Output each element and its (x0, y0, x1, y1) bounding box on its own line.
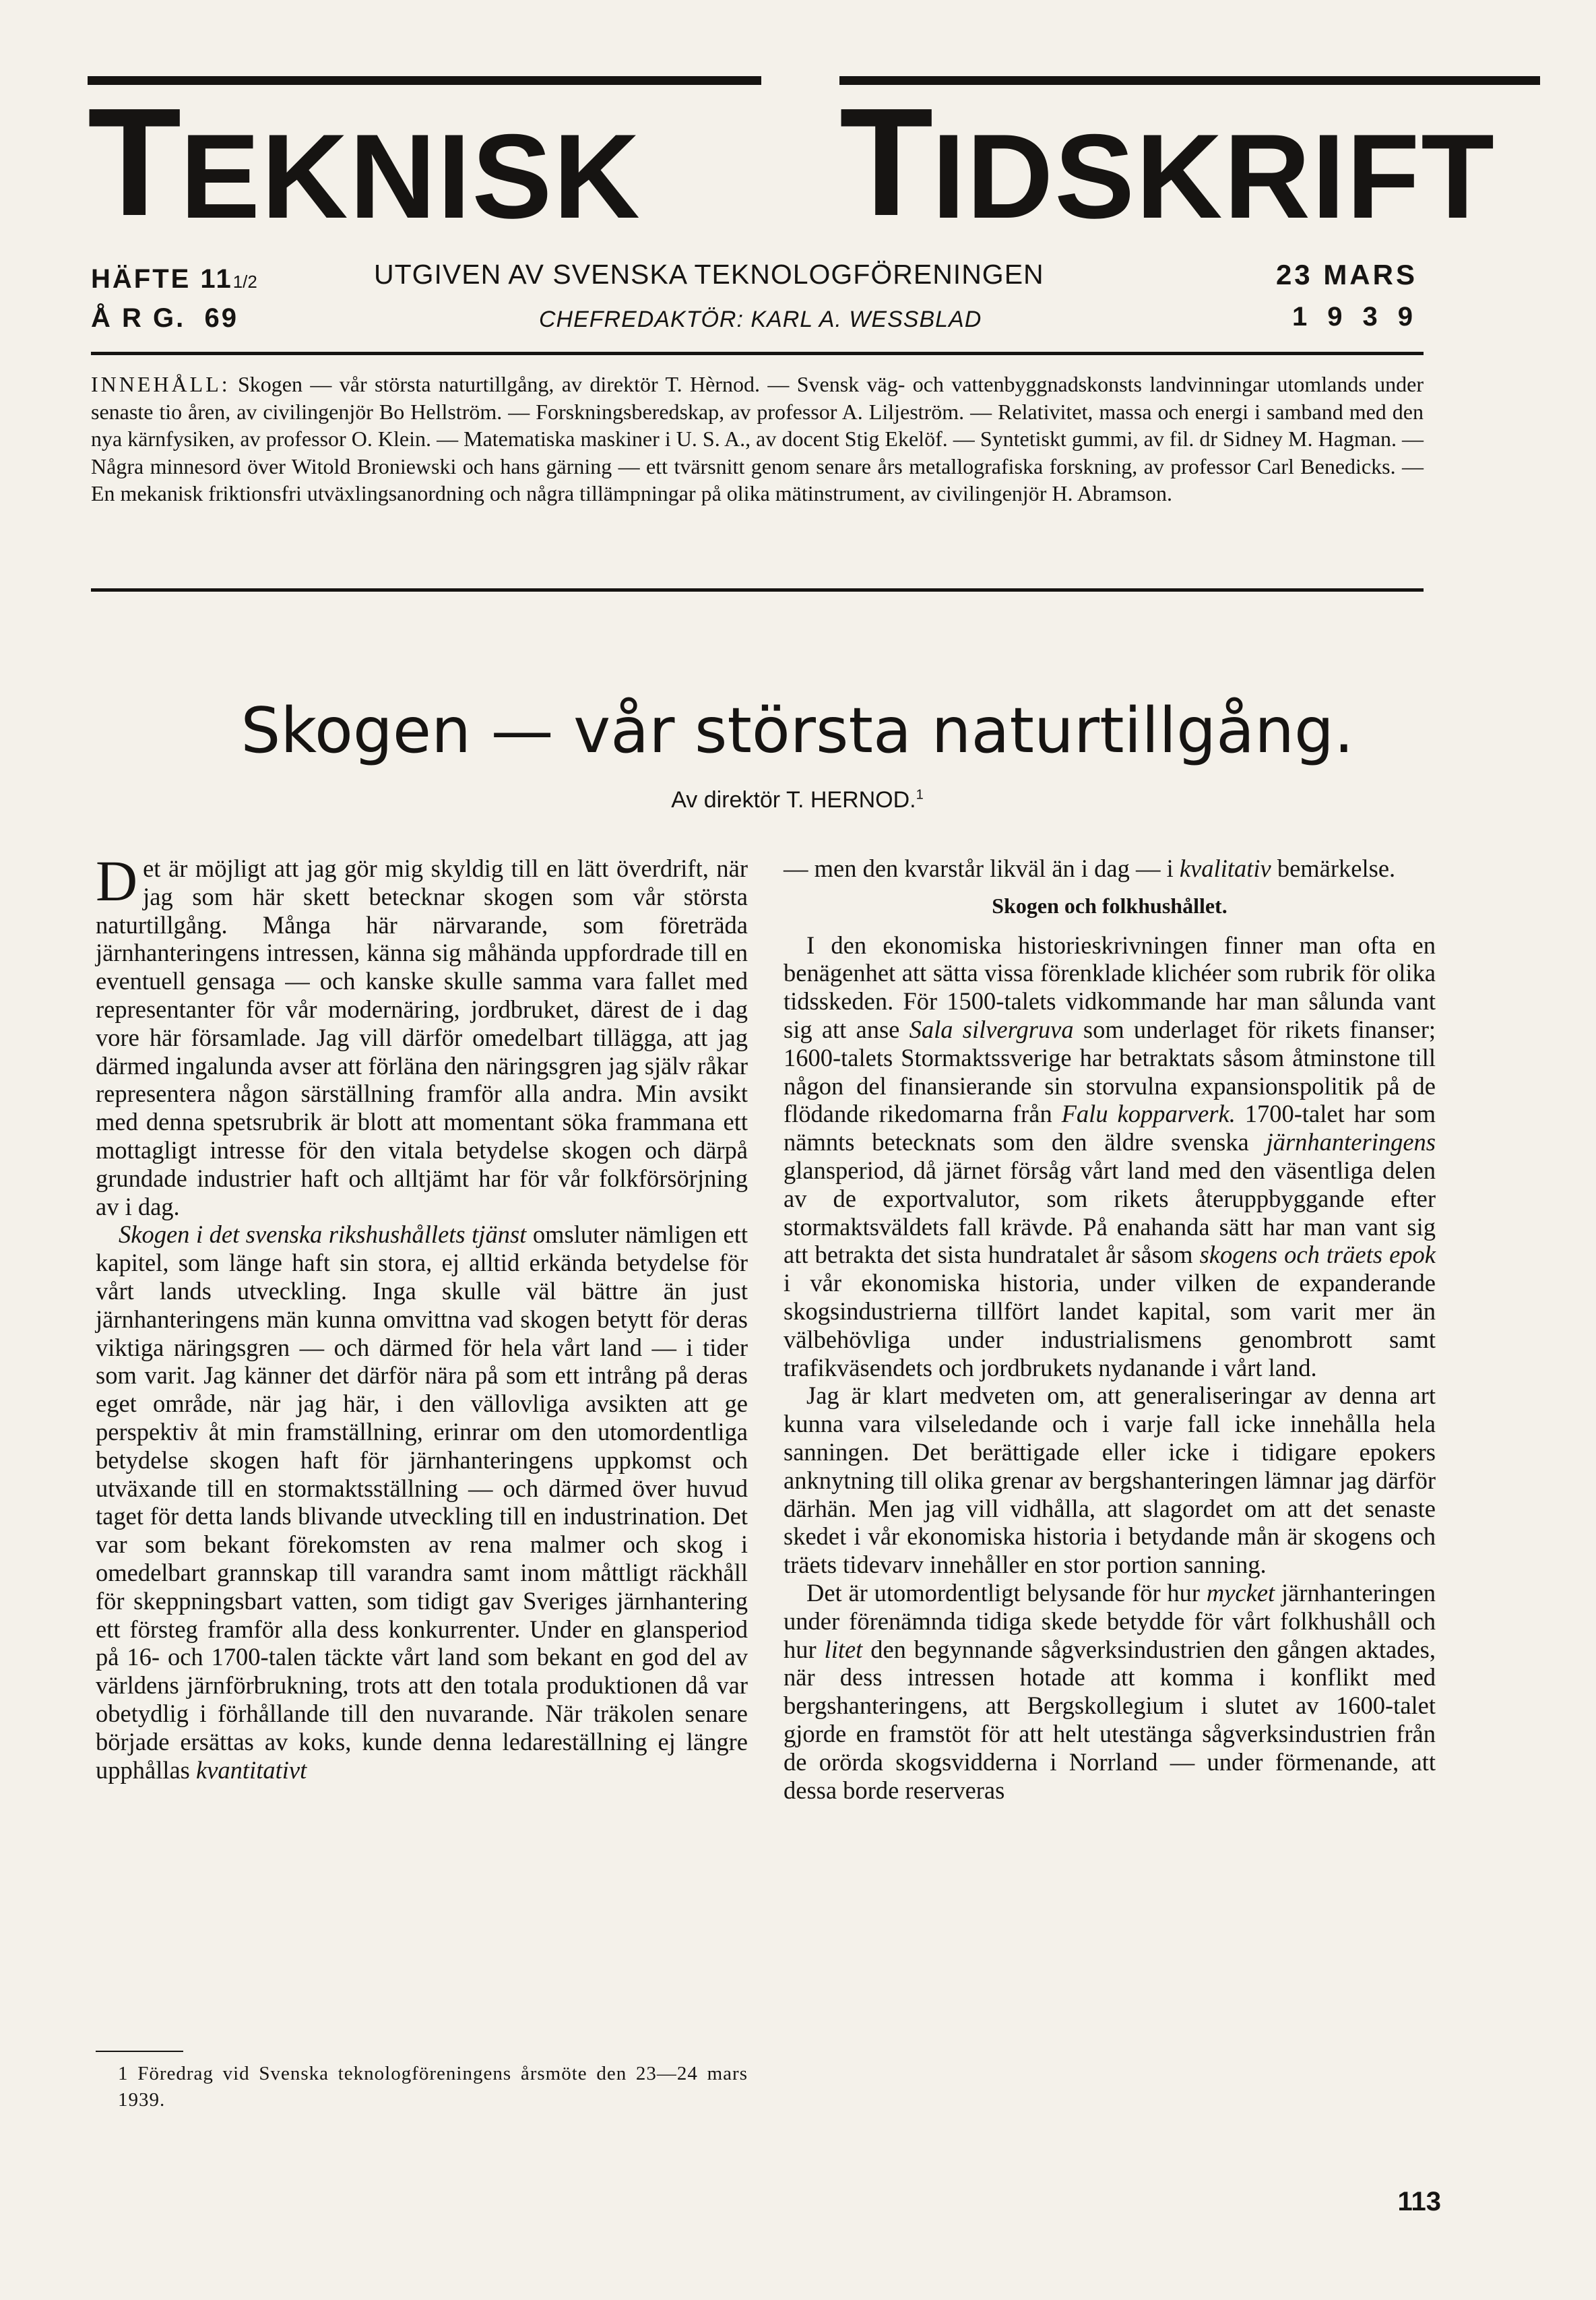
masthead-word-teknisk (88, 77, 641, 248)
article-column-left (96, 848, 748, 1784)
paragraph-5: Det är utomordentligt belysande för hur mycket järnhanteringen under förenämnda tidiga skede betydde för vårt folkhushåll och hur litet den begynnande sågverksindustrien den gången aktades, när dess intressen hotade att komma i konflikt med bergshanteringens, att Bergskollegium i slutet av 1600-talet gjorde en framstöt för att helt utestänga sågverksindustrien från de orörda skogsvidderna i Norrland — under förmenande, att dessa borde reserveras (784, 1578, 1436, 1804)
contents-text: Skogen — vår största naturtillgång, av direktör T. Hèrnod. — Svensk väg- och vattenbyggnadskonsts landvinningar utomlands under senaste tio åren, av civilingenjör Bo Hellström. — Forskningsberedskap, av professor A. Liljeström. — Relativitet, massa och energi i samband med den nya kärnfysiken, av professor O. Klein. — Matematiska maskiner i U. S. A., av docent Stig Ekelöf. — Syntetiskt gummi, av fil. dr Sidney M. Hagman. — Några minnesord över Witold Broniewski och hans gärning — ett tvärsnitt genom senare års metallografiska forskning, av professor Carl Benedicks. — En mekanisk friktionsfri utväxlingsanordning och några tillämpningar på olika mätinstrument, av civilingenjör H. Abramson. (91, 372, 1424, 505)
header-rule (91, 352, 1424, 355)
article-column-right (784, 854, 1436, 1804)
contents-label: INNEHÅLL: (91, 372, 230, 396)
issue-date: 23 MARS (1275, 259, 1417, 290)
footnote (118, 2061, 748, 2113)
hyphenated-word: kvantitativt (196, 1755, 307, 1784)
table-of-contents (91, 371, 1424, 507)
masthead-initial-1: T (88, 77, 181, 248)
footnote-number: 1 (118, 2063, 129, 2084)
footnote-rule (96, 2051, 183, 2052)
paragraph-3: I den ekonomiska historieskrivningen finner man ofta en benägenhet att sätta vissa förenklade klichéer som rubrik för olika tidsskeden. För 1500-talets vidkommande har man sålunda vant sig att anse Sala silvergruva som underlaget för rikets finanser; 1600-talets Stormaktssverige har betraktats såsom åtminstone till någon del finansierande sin storvulna expansionspolitik på de flödande rikedomarna från Falu kopparverk. 1700-talet har som nämnts betecknats som den äldre svenska järnhanteringens glansperiod, då järnet försåg vårt land med den väsentliga delen av de exportvalutor, som rikets återuppbyggande efter stormaktsväldets fall krävde. På enahanda sätt har man vant sig att betrakta det sista hundratalet år såsom skogens och träets epok i vår ekonomiska historia, under vilken de expanderande skogsindustrierna tillfört landet kapital, som varit mer än välbehövliga under industrialismens genombrott samt trafikväsendets och jordbrukets nydanande i vårt land. (784, 931, 1436, 1381)
publisher-line: UTGIVEN AV SVENSKA TEKNOLOGFÖRENINGEN (374, 259, 1044, 290)
masthead-initial-2: T (839, 77, 932, 248)
section-heading: Skogen och folkhushållet. (992, 893, 1227, 918)
drop-cap: D (96, 848, 138, 913)
masthead-word-tidskrift (839, 77, 1496, 248)
paragraph-2-continued: — men den kvarstår likväl än i dag — i kvalitativ bemärkelse. (784, 854, 1396, 882)
page-number: 113 (1397, 2187, 1441, 2216)
issue-fraction: 1/2 (232, 272, 257, 292)
article-title: Skogen — vår största naturtillgång. (241, 694, 1354, 767)
masthead-word-2: IDSKRIFT (932, 109, 1496, 243)
editor-line: CHEFREDAKTÖR: KARL A. WESSBLAD (539, 307, 982, 332)
byline-footnote-ref: 1 (916, 787, 924, 803)
masthead-word-1: EKNISK (180, 109, 641, 243)
masthead-title (88, 77, 1496, 248)
issue-number: HÄFTE 111/2 (91, 264, 257, 294)
footnote-text: Föredrag vid Svenska teknologföreningens årsmöte den 23—24 mars 1939. (118, 2063, 748, 2111)
masthead-rule-right (839, 76, 1540, 85)
paragraph-1: Det är möjligt att jag gör mig skyldig till en lätt överdrift, när jag som här skett betecknar skogen som vår största naturtillgång. Många här närvarande, som företräda järnhanteringens intressen, känna sig måhända uppfordrade till en eventuell gensaga — och kanske skulle samma vara fallet med representanter för vår modernäring, jordbruket, därest de i dag vore här församlade. Jag vill därför omedelbart tillägga, att jag därmed ingalunda avser att förläna den näringsgren jag själv råkar representera någon särställning framför alla andra. Min avsikt med denna spetsrubrik är blott att momentant söka frammana ett mottagligt intresse för den vitala betydelse skogen och därpå grundade industrier haft och alltjämt har för vår folkförsörjning av i dag. (96, 848, 748, 1220)
volume-number: 69 (204, 303, 238, 333)
article-byline: Av direktör T. HERNOD.$^1$ (671, 787, 924, 813)
issue-year: 1939 (1292, 302, 1433, 332)
volume-label: Å R G. 69 (91, 303, 238, 333)
paragraph-2: Skogen i det svenska rikshushållets tjänst omsluter nämligen ett kapitel, som länge haft sin stora, ej alltid erkända betydelse för vårt lands utveckling. Inga skulle väl bättre än just järnhanteringens män kunna omvittna vad skogen betytt för deras viktiga näringsgren — och därmed för hela vårt land — i tider som varit. Jag känner det därför nära på som ett intrång på deras eget område, när jag här, i den vällovliga avsikten att ge perspektiv åt min framställning, erinrar om den utomordentliga betydelse skogen haft för järnhanteringens uppkomst och utväxande till en stormaktsställning — och därmed över huvud taget för detta lands blivande utveckling till en industrination. Det var som bekant förekomsten av rena malmer och skog i omedelbart grannskap till varandra samt inom måttligt räckhåll för skeppningsbart vatten, som tidigt gav Sveriges järnhantering ett försteg framför alla dess konkurrenter. Under en glansperiod på 16- och 1700-talen täckte vårt land som bekant en god del av världens järnförbrukning, trots att den totala produktionen då var obetydlig i förhållande till den nuvarande. När träkolen senare började ersättas av koks, kunde denna ledareställning ej längre upphållas kvantitativt (96, 1220, 748, 1784)
masthead-rule-left (88, 76, 761, 85)
contents-rule (91, 588, 1424, 592)
paragraph-4: Jag är klart medveten om, att generaliseringar av denna art kunna vara vilseledande och i varje fall icke innehålla hela sanningen. Det berättigade eller icke i tidigare epokers anknytning till olika grenar av bergshanteringen lämnar jag därför därhän. Men jag vill vidhålla, att slagordet om att det senaste skedet i vår ekonomiska historia i betydande mån är skogens och träets tidevarv innehåller en stor portion sanning. (784, 1381, 1436, 1579)
